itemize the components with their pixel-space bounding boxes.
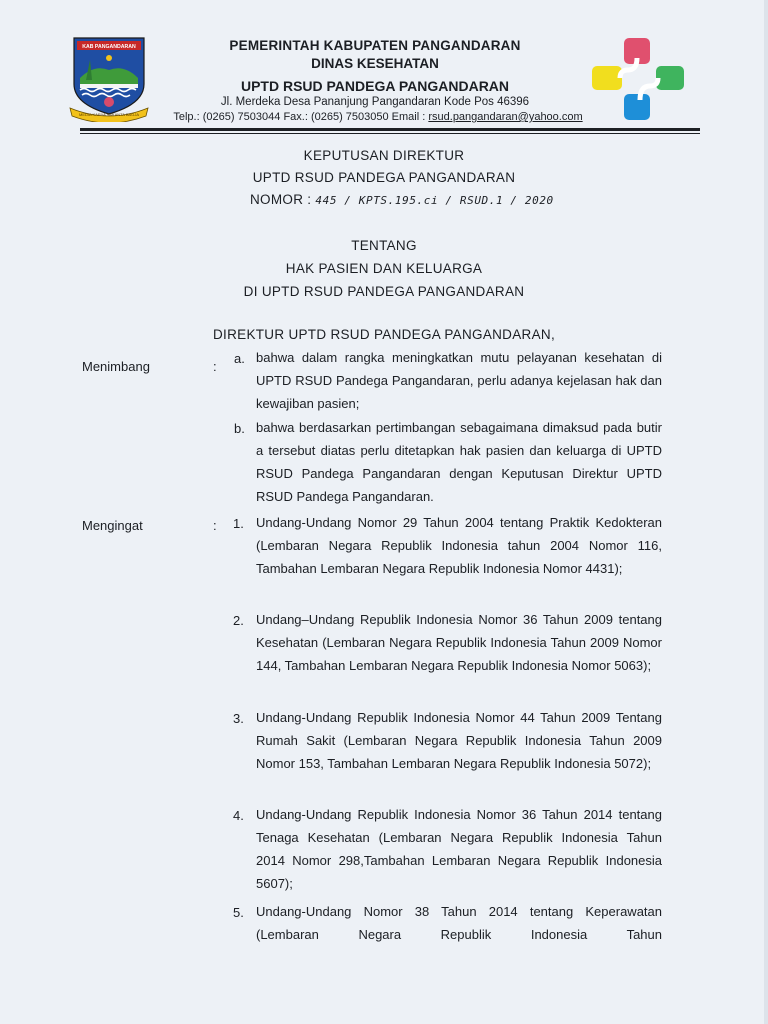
letterhead-government: PEMERINTAH KABUPATEN PANGANDARAN bbox=[229, 38, 521, 53]
menimbang-label: Menimbang bbox=[82, 359, 150, 374]
letterhead-hospital: UPTD RSUD PANDEGA PANGANDARAN bbox=[240, 78, 510, 94]
mengingat-marker-1: 1. bbox=[233, 516, 244, 531]
subject-line-2: DI UPTD RSUD PANDEGA PANGANDARAN bbox=[243, 284, 525, 299]
health-cross-logo bbox=[590, 36, 686, 122]
mengingat-marker-2: 2. bbox=[233, 613, 244, 628]
letterhead-email-link[interactable]: rsud.pangandaran@yahoo.com bbox=[428, 111, 583, 123]
menimbang-colon: : bbox=[213, 359, 217, 374]
mengingat-item-1: Undang-Undang Nomor 29 Tahun 2004 tentang Praktik Kedokteran (Lembaran Negara Republik Indonesia tahun 2004 Nomor 116, Tambahan Lembaran Negara Republik Indonesia Nomor 4431); bbox=[256, 515, 662, 576]
decree-number bbox=[250, 192, 554, 207]
letterhead-address: Jl. Merdeka Desa Pananjung Pangandaran Kode Pos 46396 bbox=[220, 96, 530, 108]
mengingat-marker-5: 5. bbox=[233, 905, 244, 920]
letterhead-rule-thin bbox=[80, 133, 700, 134]
director-heading: DIREKTUR UPTD RSUD PANDEGA PANGANDARAN, bbox=[213, 327, 555, 342]
mengingat-marker-3: 3. bbox=[233, 711, 244, 726]
mengingat-item-2: Undang–Undang Republik Indonesia Nomor 36 Tahun 2009 tentang Kesehatan (Lembaran Negara Republik Indonesia Tahun 2009 Nomor 144, Tambahan Lembaran Negara Republik Indonesia Nomor 5063); bbox=[256, 612, 662, 673]
decree-number-handwritten: 445 / KPTS.195.ci / RSUD.1 / 2020 bbox=[315, 194, 554, 207]
decree-title: KEPUTUSAN DIREKTUR bbox=[303, 148, 465, 163]
subject-line-1: HAK PASIEN DAN KELUARGA bbox=[285, 261, 483, 276]
logo-left-ribbon-text: MEDIA KARYA SAKANTA BAGJA bbox=[78, 112, 140, 117]
tentang-heading: TENTANG bbox=[351, 238, 417, 253]
menimbang-marker-b: b. bbox=[234, 421, 245, 436]
letterhead-phone-fax: Telp.: (0265) 7503044 Fax.: (0265) 7503050 Email : bbox=[173, 111, 429, 123]
logo-left-title-text: KAB PANGANDARAN bbox=[82, 44, 136, 50]
letterhead-department: DINAS KESEHATAN bbox=[311, 56, 439, 71]
mengingat-item-3: Undang-Undang Republik Indonesia Nomor 44 Tahun 2009 Tentang Rumah Sakit (Lembaran Negara Republik Indonesia Tahun 2009 Nomor 153, Tambahan Lembaran Negara Republik Indonesia 5072); bbox=[256, 710, 662, 771]
menimbang-item-a: bahwa dalam rangka meningkatkan mutu pelayanan kesehatan di UPTD RSUD Pandega Pangandaran, perlu adanya kejelasan hak dan kewajiban pasien; bbox=[256, 350, 662, 411]
mengingat-item-5: Undang-Undang Nomor 38 Tahun 2014 tentang Keperawatan (Lembaran Negara Republik Indonesia Tahun bbox=[256, 904, 662, 942]
mengingat-colon: : bbox=[213, 518, 217, 533]
mengingat-marker-4: 4. bbox=[233, 808, 244, 823]
regency-coat-of-arms-logo bbox=[68, 34, 150, 122]
menimbang-item-b: bahwa berdasarkan pertimbangan sebagaimana dimaksud pada butir a tersebut diatas perlu ditetapkan hak pasien dan keluarga di UPTD RSUD Pandega Pangandaran dengan Keputusan Direktur UPTD RSUD Pandega Pangandaran. bbox=[256, 420, 662, 504]
letterhead-contact bbox=[158, 111, 598, 123]
mengingat-label: Mengingat bbox=[82, 518, 143, 533]
decree-issuer: UPTD RSUD PANDEGA PANGANDARAN bbox=[252, 170, 516, 185]
menimbang-marker-a: a. bbox=[234, 351, 245, 366]
letterhead-rule-thick bbox=[80, 128, 700, 131]
decree-number-label: NOMOR : bbox=[250, 192, 312, 207]
mengingat-item-4: Undang-Undang Republik Indonesia Nomor 36 Tahun 2014 tentang Tenaga Kesehatan (Lembaran Negara Republik Indonesia Tahun 2014 Nomor 298,Tambahan Lembaran Negara Republik Indonesia 5607); bbox=[256, 807, 662, 891]
